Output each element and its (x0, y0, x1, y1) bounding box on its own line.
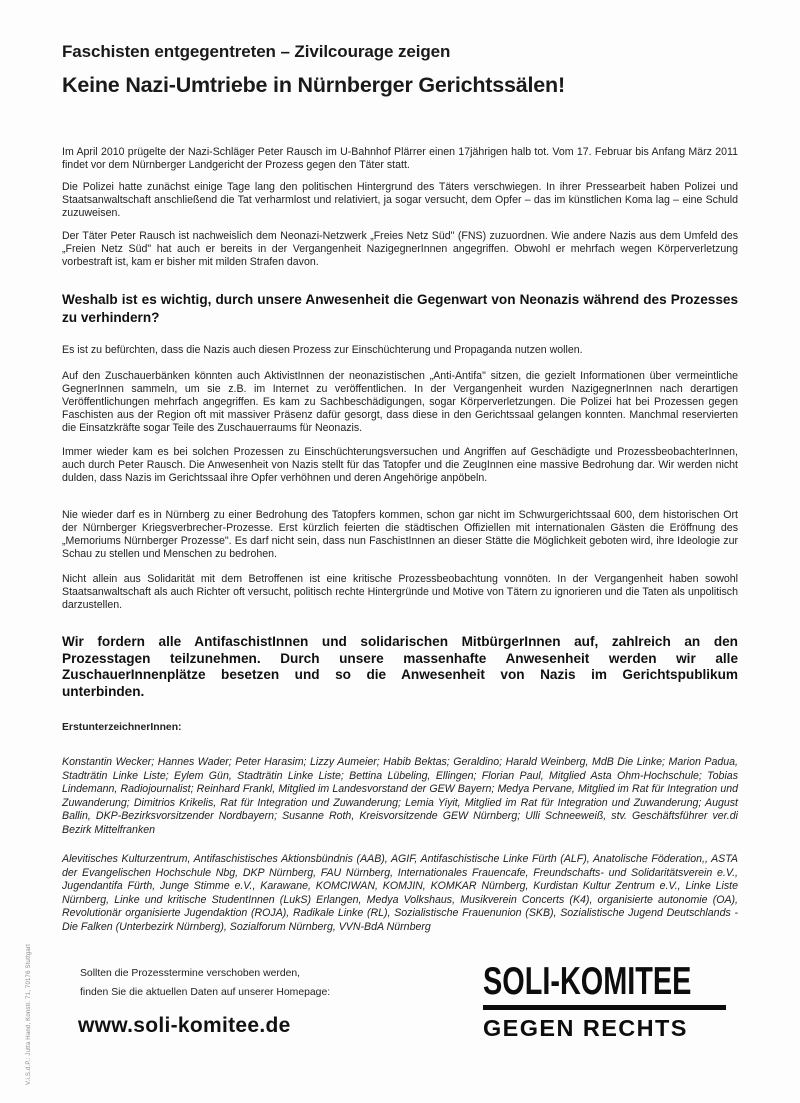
signers-individuals: Konstantin Wecker; Hannes Wader; Peter Harasim; Lizzy Aumeier; Habib Bektas; Geraldino; Harald Weinberg, MdB Die Linke; Marion Padua, Stadträtin Linke Liste; Eylem Gün, Stadträtin Linke Liste; Bettina Lübeling, Ellingen; Florian Paul, Mitglied Asta Ohm-Hochschule; Tobias Lindemann, Radiojournalist; Reinhard Frankl, Mitglied im Landesvorstand der GEW Bayern; Medya Pervane, Mitglied im Rat für Integration und Zuwanderung; Dimitrios Krikelis, Rat für Integration und Zuwanderung; Lemia Yiyit, Mitglied im Rat für Integration und Zuwanderung; August Ballin, DKP-Bezirksvorsitzender Nordbayern; Susanne Roth, Kreisvorsitzende GEW Nürnberg; Ulli Schneeweiß, stv. Geschäftsführer ver.di Bezirk Mittelfranken (62, 756, 738, 836)
kicker-heading: Faschisten entgegentreten – Zivilcourage zeigen (62, 42, 451, 61)
reschedule-note-line-2: finden Sie die aktuellen Daten auf unserer Homepage: (80, 987, 331, 998)
homepage-link-container (78, 1014, 291, 1038)
logo-title: SOLI-KOMITEE (483, 960, 692, 1003)
soli-komitee-logo (483, 962, 728, 1040)
logo-subtitle: GEGEN RECHTS (483, 1015, 688, 1041)
reschedule-note-line-1: Sollten die Prozesstermine verschoben werden, (80, 968, 301, 979)
intro-paragraph-1: Im April 2010 prügelte der Nazi-Schläger Peter Rausch im U-Bahnhof Plärrer einen 17jährigen halb tot. Vom 17. Februar bis Anfang März 2011 findet vor dem Nürnberger Landgericht der Prozess gegen den Täter statt. (62, 146, 738, 171)
reschedule-note (80, 964, 330, 1002)
signers-organizations: Alevitisches Kulturzentrum, Antifaschistisches Aktionsbündnis (AAB), AGIF, Antifaschistische Linke Fürth (ALF), Anatolische Föderation,, ASTA der Evangelischen Hochschule Nbg, DKP Nürnberg, FAU Nürnberg, Internationales Frauencafe, Freundschafts- und Solidaritätsverein e.V., Jugendantifa Fürth, Junge Stimme e.V., Karawane, KOMCIWAN, KOMJIN, KOMKAR Nürnberg, Kurdistan Kultur Zentrum e.V., Linke Liste Nürnberg, Linke und kritische StudentInnen (LukS) Erlangen, Medya Volkshaus, Musikverein Concerts (K4), organisierte autonomie (OA), Revolutionär organisierte Jugendaktion (ROJA), Radikale Linke (RL), Sozialistische Frauenunion (SKB), Sozialistische Jugend Deutschlands - Die Falken (Unterbezirk Nürnberg), Sozialforum Nürnberg, VVN-BdA Nürnberg (62, 853, 738, 933)
flyer-header (62, 42, 738, 98)
section-paragraph-4: Nie wieder darf es in Nürnberg zu einer Bedrohung des Tatopfers kommen, schon gar nicht im Schwurgerichtssaal 600, dem historischen Ort der Nürnberger Kriegsverbrecher-Prozesse. Erst kürzlich feierten die städtischen Offiziellen mit internationalen Gästen die Eröffnung des „Memoriums Nürnberger Prozesse". Es darf nicht sein, dass nun FaschistInnen an dieser Stätte die Möglichkeit geboten wird, ihre Ideologie zur Schau zu stellen und Menschen zu bedrohen. (62, 509, 738, 560)
homepage-link[interactable]: www.soli-komitee.de (78, 1014, 291, 1037)
section-paragraph-1: Es ist zu befürchten, dass die Nazis auch diesen Prozess zur Einschüchterung und Propaganda nutzen wollen. (62, 344, 583, 356)
section-paragraph-5: Nicht allein aus Solidarität mit dem Betroffenen ist eine kritische Prozessbeobachtung vonnöten. In der Vergangenheit haben sowohl Staatsanwaltschaft als auch Richter oft versucht, politisch rechte Hintergründe und Motive von Tätern zu ignorieren und die Taten als unpolitisch darzustellen. (62, 573, 738, 611)
intro-paragraph-2: Die Polizei hatte zunächst einige Tage lang den politischen Hintergrund des Täters verschwiegen. In ihrer Pressearbeit haben Polizei und Staatsanwaltschaft anschließend die Tat verharmlost und relativiert, ja sogar versucht, dem Opfer – das im künstlichen Koma lag – eine Schuld zuzuweisen. (62, 181, 738, 219)
signers-label: ErstunterzeichnerInnen: (62, 722, 182, 733)
logo-divider (483, 1005, 726, 1010)
section-paragraph-2: Auf den Zuschauerbänken könnten auch AktivistInnen der neonazistischen „Anti-Antifa" sitzen, die gezielt Informationen über vermeintliche GegnerInnen sammeln, um sie z.B. im Internet zu veröffentlichen. In der Vergangenheit wurden NazigegnerInnen nach derartigen Veröffentlichungen mehrfach angegriffen. Es kam zu Sachbeschädigungen, sogar Körperverletzungen. Die Polizei hat bei Prozessen gegen Faschisten aus der Region oft mit massiver Präsenz dafür gesorgt, dass diese in den Gerichtssaal gelangen konnten. Manchmal reservierten die Einsatzkräfte sogar Teile des Zuschauerraums für Neonazis. (62, 370, 738, 434)
section-paragraph-3: Immer wieder kam es bei solchen Prozessen zu Einschüchterungsversuchen und Angriffen auf Geschädigte und ProzessbeobachterInnen, auch durch Peter Rausch. Die Anwesenheit von Nazis stellt für das Tatopfer und die ZeugInnen eine massive Bedrohung dar. Wir werden nicht dulden, dass Nazis im Gerichtssaal ihre Opfer verhöhnen und deren Angehörige anpöbeln. (62, 446, 738, 484)
intro-paragraph-3: Der Täter Peter Rausch ist nachweislich dem Neonazi-Netzwerk „Freies Netz Süd" (FNS) zuzuordnen. Wie andere Nazis aus dem Umfeld des „Freien Netz Süd" hat auch er bereits in der Vergangenheit NazigegnerInnen angegriffen. Obwohl er mehrfach wegen Körperverletzung vorbestraft ist, kam er bisher mit milden Strafen davon. (62, 230, 738, 268)
section-heading: Weshalb ist es wichtig, durch unsere Anwesenheit die Gegenwart von Neonazis während des Prozesses zu verhindern? (62, 292, 738, 325)
imprint-text: V.i.S.d.P.: Jutta Hand, Konstr. 71, 70176 Stuttgart (26, 944, 32, 1085)
page-title: Keine Nazi-Umtriebe in Nürnberger Gerichtssälen! (62, 73, 565, 97)
call-to-action: Wir fordern alle AntifaschistInnen und solidarischen MitbürgerInnen auf, zahlreich an den Prozesstagen teilzunehmen. Durch unsere massenhafte Anwesenheit werden wir alle ZuschauerInnenplätze besetzen und so die Anwesenheit von Nazis im Gerichtspublikum unterbinden. (62, 634, 738, 699)
